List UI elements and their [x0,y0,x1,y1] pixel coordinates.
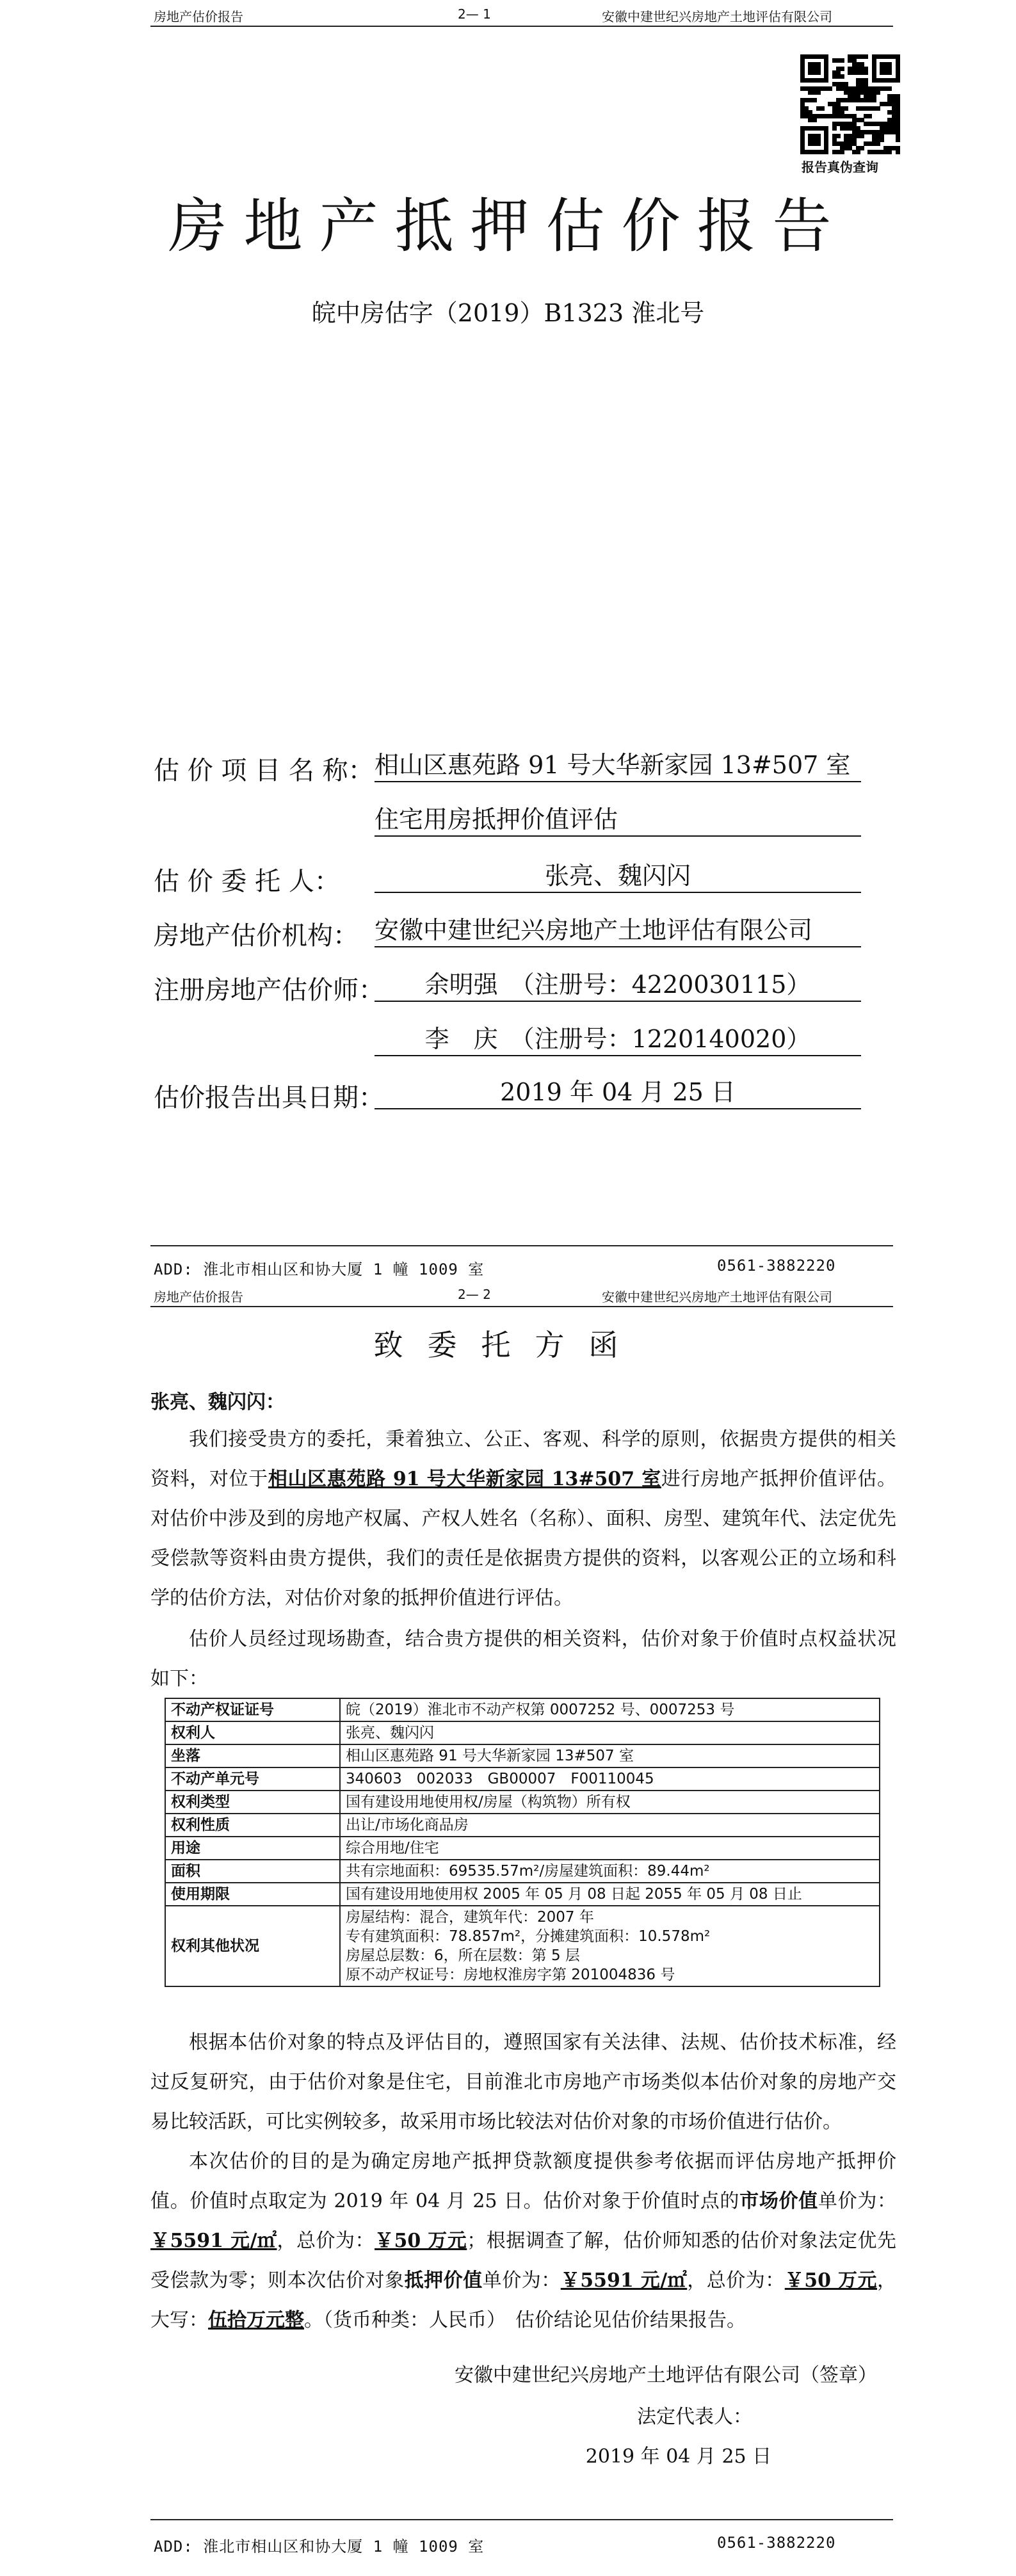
market-value-label: 市场价值 [739,2190,818,2212]
rights-table-value-line: 皖（2019）淮北市不动产权第 0007252 号、0007253 号 [346,1702,735,1718]
rights-table-value [340,1698,880,1721]
footer-rule [150,2519,893,2520]
para4-text-i: 。（货币种类：人民币） 估价结论见估价结果报告。 [304,2309,746,2331]
rights-table-key: 坐落 [165,1744,340,1767]
qr-module [887,150,892,154]
qr-module [876,141,880,146]
qr-caption: 报告真伪查询 [802,159,878,175]
qr-module [880,138,884,142]
qr-module [896,78,900,83]
para1-location: 相山区惠苑路 91 号大华新家园 13#507 室 [268,1468,661,1490]
qr-module [864,70,868,75]
para4-text-a: 本次估价的目的是为确定房地产抵押贷款额度提供参考依据而评估房地产抵押价值。价值时点取定为 2019 年 04 月 25 日。估价对象于价值时点的 [150,2150,896,2212]
rights-table-row [165,1906,880,1986]
rights-table-value-line: 房屋结构：混合，建筑年代：2007 年 [346,1909,594,1926]
date-label: 估价报告出具日期： [154,1083,384,1113]
rights-table-value [340,1791,880,1814]
qr-module [824,150,828,154]
qr-module [812,118,817,122]
rights-table-row [165,1883,880,1906]
appraiser-1: 余明强 （注册号：4220030115） [375,969,861,1002]
rights-table-value-line: 房屋总层数：6，所在层数：第 5 层 [346,1947,580,1964]
qr-module [887,86,892,91]
rights-table-value [340,1883,880,1906]
qr-module [887,70,892,75]
footer-phone: 0561-3882220 [717,1257,836,1275]
para4-text-h: ，大写： [150,2269,897,2331]
para1-text-b: 进行房地产抵押价值评估。对估价中涉及到的房地产权属、产权人姓名（名称）、面积、房型、建筑年代、法定优先受偿款等资料由贵方提供，我们的责任是依据贵方提供的资料，以客观公正的立场和科学的估价方法，对估价对象的抵押价值进行评估。 [150,1468,896,1609]
rights-table-row [165,1791,880,1814]
salutation-text: 张亮、魏闪闪： [150,1391,285,1413]
rights-table-row [165,1744,880,1767]
para4-text-e: ；根据调查了解，估价师知悉的估价对象法定优先受偿款为零；则本次估价对象 [150,2230,897,2292]
qr-module [876,106,880,111]
header-rule [150,1306,893,1307]
mortgage-unit-price: ￥5591 元/㎡ [560,2269,688,2292]
rights-table-key: 不动产权证证号 [165,1698,340,1721]
rights-table-row [165,1860,880,1883]
qr-module [860,146,864,150]
report-title: 房地产抵押估价报告 [168,192,848,261]
qr-module [840,150,844,154]
qr-module [844,106,848,111]
rights-table-row [165,1767,880,1791]
rights-table-value [340,1767,880,1791]
para4-text-f: 单价为： [482,2269,561,2292]
qr-module [820,106,825,111]
qr-module [856,150,860,154]
rights-table-row [165,1698,880,1721]
qr-module [896,150,900,154]
letter-title: 致委托方函 [373,1328,643,1362]
footer-phone: 0561-3882220 [717,2534,836,2552]
qr-module [872,98,876,102]
rights-table-value [340,1906,880,1986]
appraiser-label: 注册房地产估价师： [154,976,384,1005]
date-value: 2019 年 04 月 25 日 [375,1076,861,1109]
paragraph-3 [150,2023,896,2142]
qr-module [816,90,821,95]
rights-table-value-line: 专有建筑面积：78.857m²，分摊建筑面积：10.578m² [346,1928,711,1945]
footer-address: ADD: 淮北市相山区和协大厦 1 幢 1009 室 [154,2538,485,2556]
rights-table-key: 使用期限 [165,1883,340,1906]
qr-module [816,70,821,75]
header-rule [150,26,893,27]
market-total-price: ￥50 万元 [375,2230,467,2252]
market-unit-price: ￥5591 元/㎡ [150,2230,277,2252]
header-page-number: 2— 1 [458,6,491,22]
paragraph-1 [150,1420,896,1618]
salutation [150,1383,896,1422]
rights-table-value [340,1860,880,1883]
footer-rule [150,1245,893,1246]
qr-module [864,54,868,59]
mortgage-value-label: 抵押价值 [404,2269,483,2292]
paragraph-2 [150,1620,896,1699]
rights-table-value [340,1837,880,1860]
para3-text: 根据本估价对象的特点及评估目的，遵照国家有关法律、法规、估价技术标准，经过反复研究，由于估价对象是住宅，目前淮北市房地产市场类似本估价对象的房地产交易比较活跃，可比实例较多，故采用市场比较法对估价对象的市场价值进行估价。 [150,2031,896,2133]
project-value-line2: 住宅用房抵押价值评估 [375,803,861,837]
qr-module [816,141,821,146]
rights-table-value-line: 340603 002033 GB00007 F00110045 [346,1771,654,1787]
rights-table-row [165,1837,880,1860]
rights-table-row [165,1721,880,1744]
rights-table-value-line: 原不动产权证号：房地权淮房字第 201004836 号 [346,1967,675,1983]
qr-module [812,98,817,102]
rights-table-value-line: 国有建设用地使用权 2005 年 05 月 08 日起 2055 年 05 月 08 日止 [346,1886,802,1903]
client-value: 张亮、魏闪闪 [375,860,861,893]
rights-table [165,1698,880,1987]
rights-table-key: 权利其他状况 [165,1906,340,1986]
para4-text-d: ，总价为： [277,2230,375,2252]
qr-module [840,58,844,63]
rights-table-row [165,1814,880,1837]
rights-table-value [340,1744,880,1767]
rights-table-value-line: 综合用地/住宅 [346,1840,439,1856]
project-label: 估 价 项 目 名 称： [154,756,374,785]
qr-module [867,114,872,118]
signature-legal-rep: 法定代表人： [637,2406,752,2428]
qr-module [840,74,844,79]
header-page-number: 2— 2 [458,1287,491,1302]
mortgage-total-price: ￥50 万元 [784,2269,878,2292]
agency-label: 房地产估价机构： [154,921,359,951]
paragraph-4 [150,2142,896,2340]
para4-text-c: 单价为： [818,2190,897,2212]
appraiser-2: 李 庆 （注册号：1220140020） [375,1023,861,1056]
signature-date: 2019 年 04 月 25 日 [585,2445,772,2468]
header-right: 安徽中建世纪兴房地产土地评估有限公司 [602,1289,832,1305]
rights-table-key: 权利类型 [165,1791,340,1814]
rights-table-key: 权利性质 [165,1814,340,1837]
qr-module [824,78,828,83]
para1-text-a: 我们接受贵方的委托，秉着独立、公正、客观、科学的原则，依据贵方提供的相关资料，对位于 [150,1428,896,1490]
rights-table-value-line: 国有建设用地使用权/房屋（构筑物）所有权 [346,1794,631,1810]
rights-table-key: 不动产单元号 [165,1767,340,1791]
qr-module [896,138,900,142]
qr-module [832,126,837,131]
rights-table-key: 面积 [165,1860,340,1883]
client-label: 估 价 委 托 人： [154,867,340,896]
header-right: 安徽中建世纪兴房地产土地评估有限公司 [602,9,832,24]
qr-code[interactable] [800,54,899,154]
rights-table-value-line: 张亮、魏闪闪 [346,1725,434,1741]
rights-table-value [340,1814,880,1837]
signature-company: 安徽中建世纪兴房地产土地评估有限公司（签章） [455,2364,877,2387]
rights-table-value-line: 出让/市场化商品房 [346,1817,469,1833]
footer-address: ADD: 淮北市相山区和协大厦 1 幢 1009 室 [154,1260,485,1278]
qr-module [828,86,832,91]
qr-module [860,134,864,138]
qr-module [876,90,880,95]
agency-value: 安徽中建世纪兴房地产土地评估有限公司 [375,914,861,947]
qr-module [836,134,841,138]
header-left: 房地产估价报告 [154,1289,243,1305]
amount-in-words: 伍拾万元整 [208,2309,304,2331]
project-value-line1: 相山区惠苑路 91 号大华新家园 13#507 室 [375,749,861,782]
para2-text: 估价人员经过现场勘查，结合贵方提供的相关资料，估价对象于价值时点权益状况如下： [150,1628,896,1690]
header-left: 房地产估价报告 [154,9,243,24]
report-number: 皖中房估字（2019）B1323 淮北号 [311,299,705,327]
rights-table-value [340,1721,880,1744]
rights-table-value-line: 共有宗地面积：69535.57m²/房屋建筑面积：89.44m² [346,1863,710,1880]
rights-table-key: 用途 [165,1837,340,1860]
para4-text-g: ，总价为： [687,2269,785,2292]
rights-table-value-line: 相山区惠苑路 91 号大华新家园 13#507 室 [346,1748,634,1764]
rights-table-key: 权利人 [165,1721,340,1744]
qr-module [840,67,844,71]
